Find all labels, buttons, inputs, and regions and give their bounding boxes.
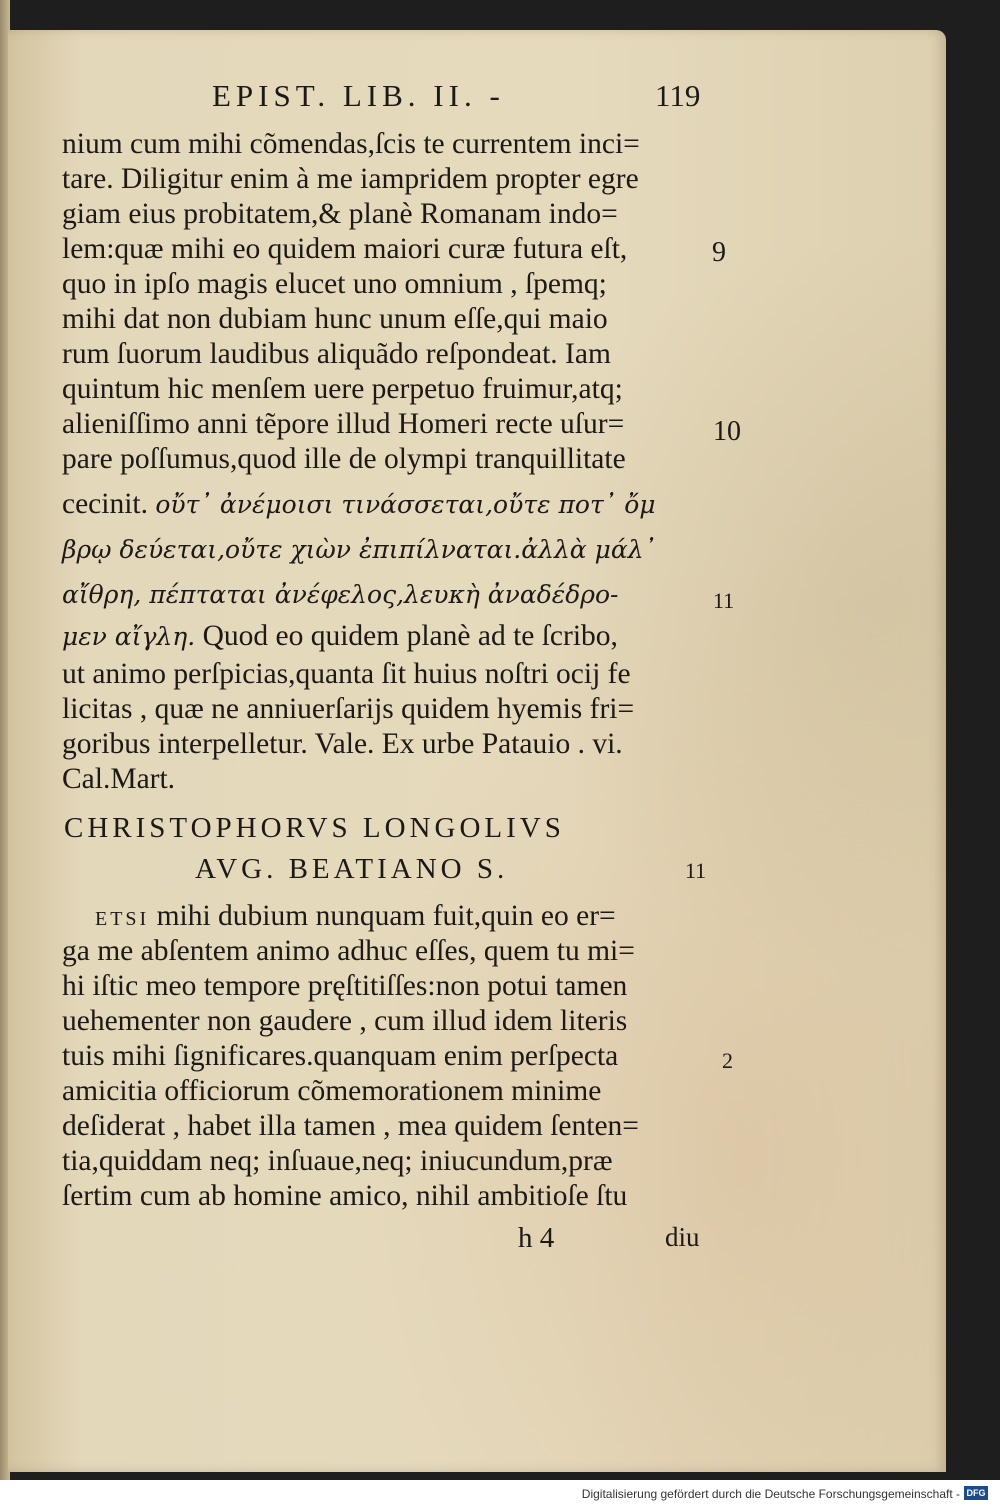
greek-line-4 (62, 620, 618, 653)
greek-line-1 (62, 488, 656, 521)
signature-mark: h 4 (518, 1222, 555, 1254)
text-line: pare poſſumus,quod ille de olympi tranquillitate (62, 443, 626, 475)
text-line: ut animo perſpicias,quanta ſit huius noſtri ocij fe (62, 658, 631, 690)
letter-heading-author: CHRISTOPHORVS LONGOLIVS (64, 812, 565, 844)
opening-word: ETSI (95, 908, 150, 930)
greek-fragment: οὔτ᾽ ἀνέμοισι τινάσσεται,οὔτε ποτ᾽ ὄμ (155, 490, 656, 519)
text-line: licitas , quæ ne anniuerſarijs quidem hyemis fri= (62, 693, 635, 725)
margin-number: 2 (722, 1048, 733, 1073)
text-line: deſiderat , habet illa tamen , mea quidem ſenten= (62, 1110, 639, 1142)
text-line: quo in ipſo magis elucet uno omnium , ſpemq; (62, 268, 607, 300)
digitization-credit: Digitalisierung gefördert durch die Deutsche Forschungsgemeinschaft - (581, 1487, 960, 1501)
text-line (95, 900, 616, 933)
text-line: uehementer non gaudere , cum illud idem literis (62, 1005, 628, 1037)
text-line: ga me abſentem animo adhuc eſſes, quem tu mi= (62, 935, 635, 967)
margin-number: 11 (685, 858, 707, 883)
text-line: ſertim cum ab homine amico, nihil ambitioſe ſtu (62, 1180, 628, 1212)
letter-heading-recipient: AVG. BEATIANO S. (195, 853, 509, 885)
text-line: alieniſſimo anni tẽpore illud Homeri recte uſur= (62, 408, 625, 440)
dfg-logo: DFG (964, 1486, 988, 1500)
margin-number: 11 (713, 588, 735, 613)
text-line: rum ſuorum laudibus aliquãdo reſpondeat. Iam (62, 338, 611, 370)
text-line: tuis mihi ſignificares.quanquam enim perſpecta (62, 1040, 619, 1072)
text-line: goribus interpelletur. Vale. Ex urbe Patauio . vi. (62, 728, 623, 760)
greek-line-2 (62, 533, 656, 566)
text-line: mihi dat non dubiam hunc unum eſſe,qui maio (62, 303, 608, 335)
text-line: lem:quæ mihi eo quidem maiori curæ futura eſt, (62, 233, 628, 265)
text-line: tare. Diligitur enim à me iampridem propter egre (62, 163, 639, 195)
greek-fragment: αἴθρη, πέπταται ἀνέφελος,λευκὴ ἀναδέδρο- (62, 580, 619, 609)
text-line: quintum hic menſem uere perpetuo fruimur,atq; (62, 373, 623, 405)
text-line: nium cum mihi cõmendas,ſcis te currentem inci= (62, 128, 640, 160)
greek-fragment: μεν αἴγλη. (62, 622, 196, 651)
margin-number: 9 (712, 237, 726, 268)
greek-line-3 (62, 578, 618, 611)
text-fragment: mihi dubium nunquam fuit,quin eo er= (156, 900, 616, 932)
latin-fragment: Quod eo quidem planè ad te ſcribo, (202, 620, 618, 652)
text-line: tia,quiddam neq; inſuaue,neq; iniucundum,præ (62, 1145, 613, 1177)
text-line: amicitia officiorum cõmemorationem minime (62, 1075, 602, 1107)
catchword: diu (665, 1222, 700, 1252)
page-number: 119 (655, 78, 701, 113)
running-title: EPIST. LIB. II. - (212, 78, 505, 113)
text-line: hi iſtic meo tempore pręſtitiſſes:non potui tamen (62, 970, 628, 1002)
latin-fragment: cecinit. (62, 488, 148, 520)
text-line: Cal.Mart. (62, 763, 176, 795)
text-line: giam eius probitatem,& planè Romanam indo= (62, 198, 618, 230)
greek-fragment: βρῳ δεύεται,οὔτε χιὼν ἐπιπίλναται.ἀλλὰ μάλ᾽ (62, 535, 657, 564)
margin-number: 10 (713, 416, 741, 447)
